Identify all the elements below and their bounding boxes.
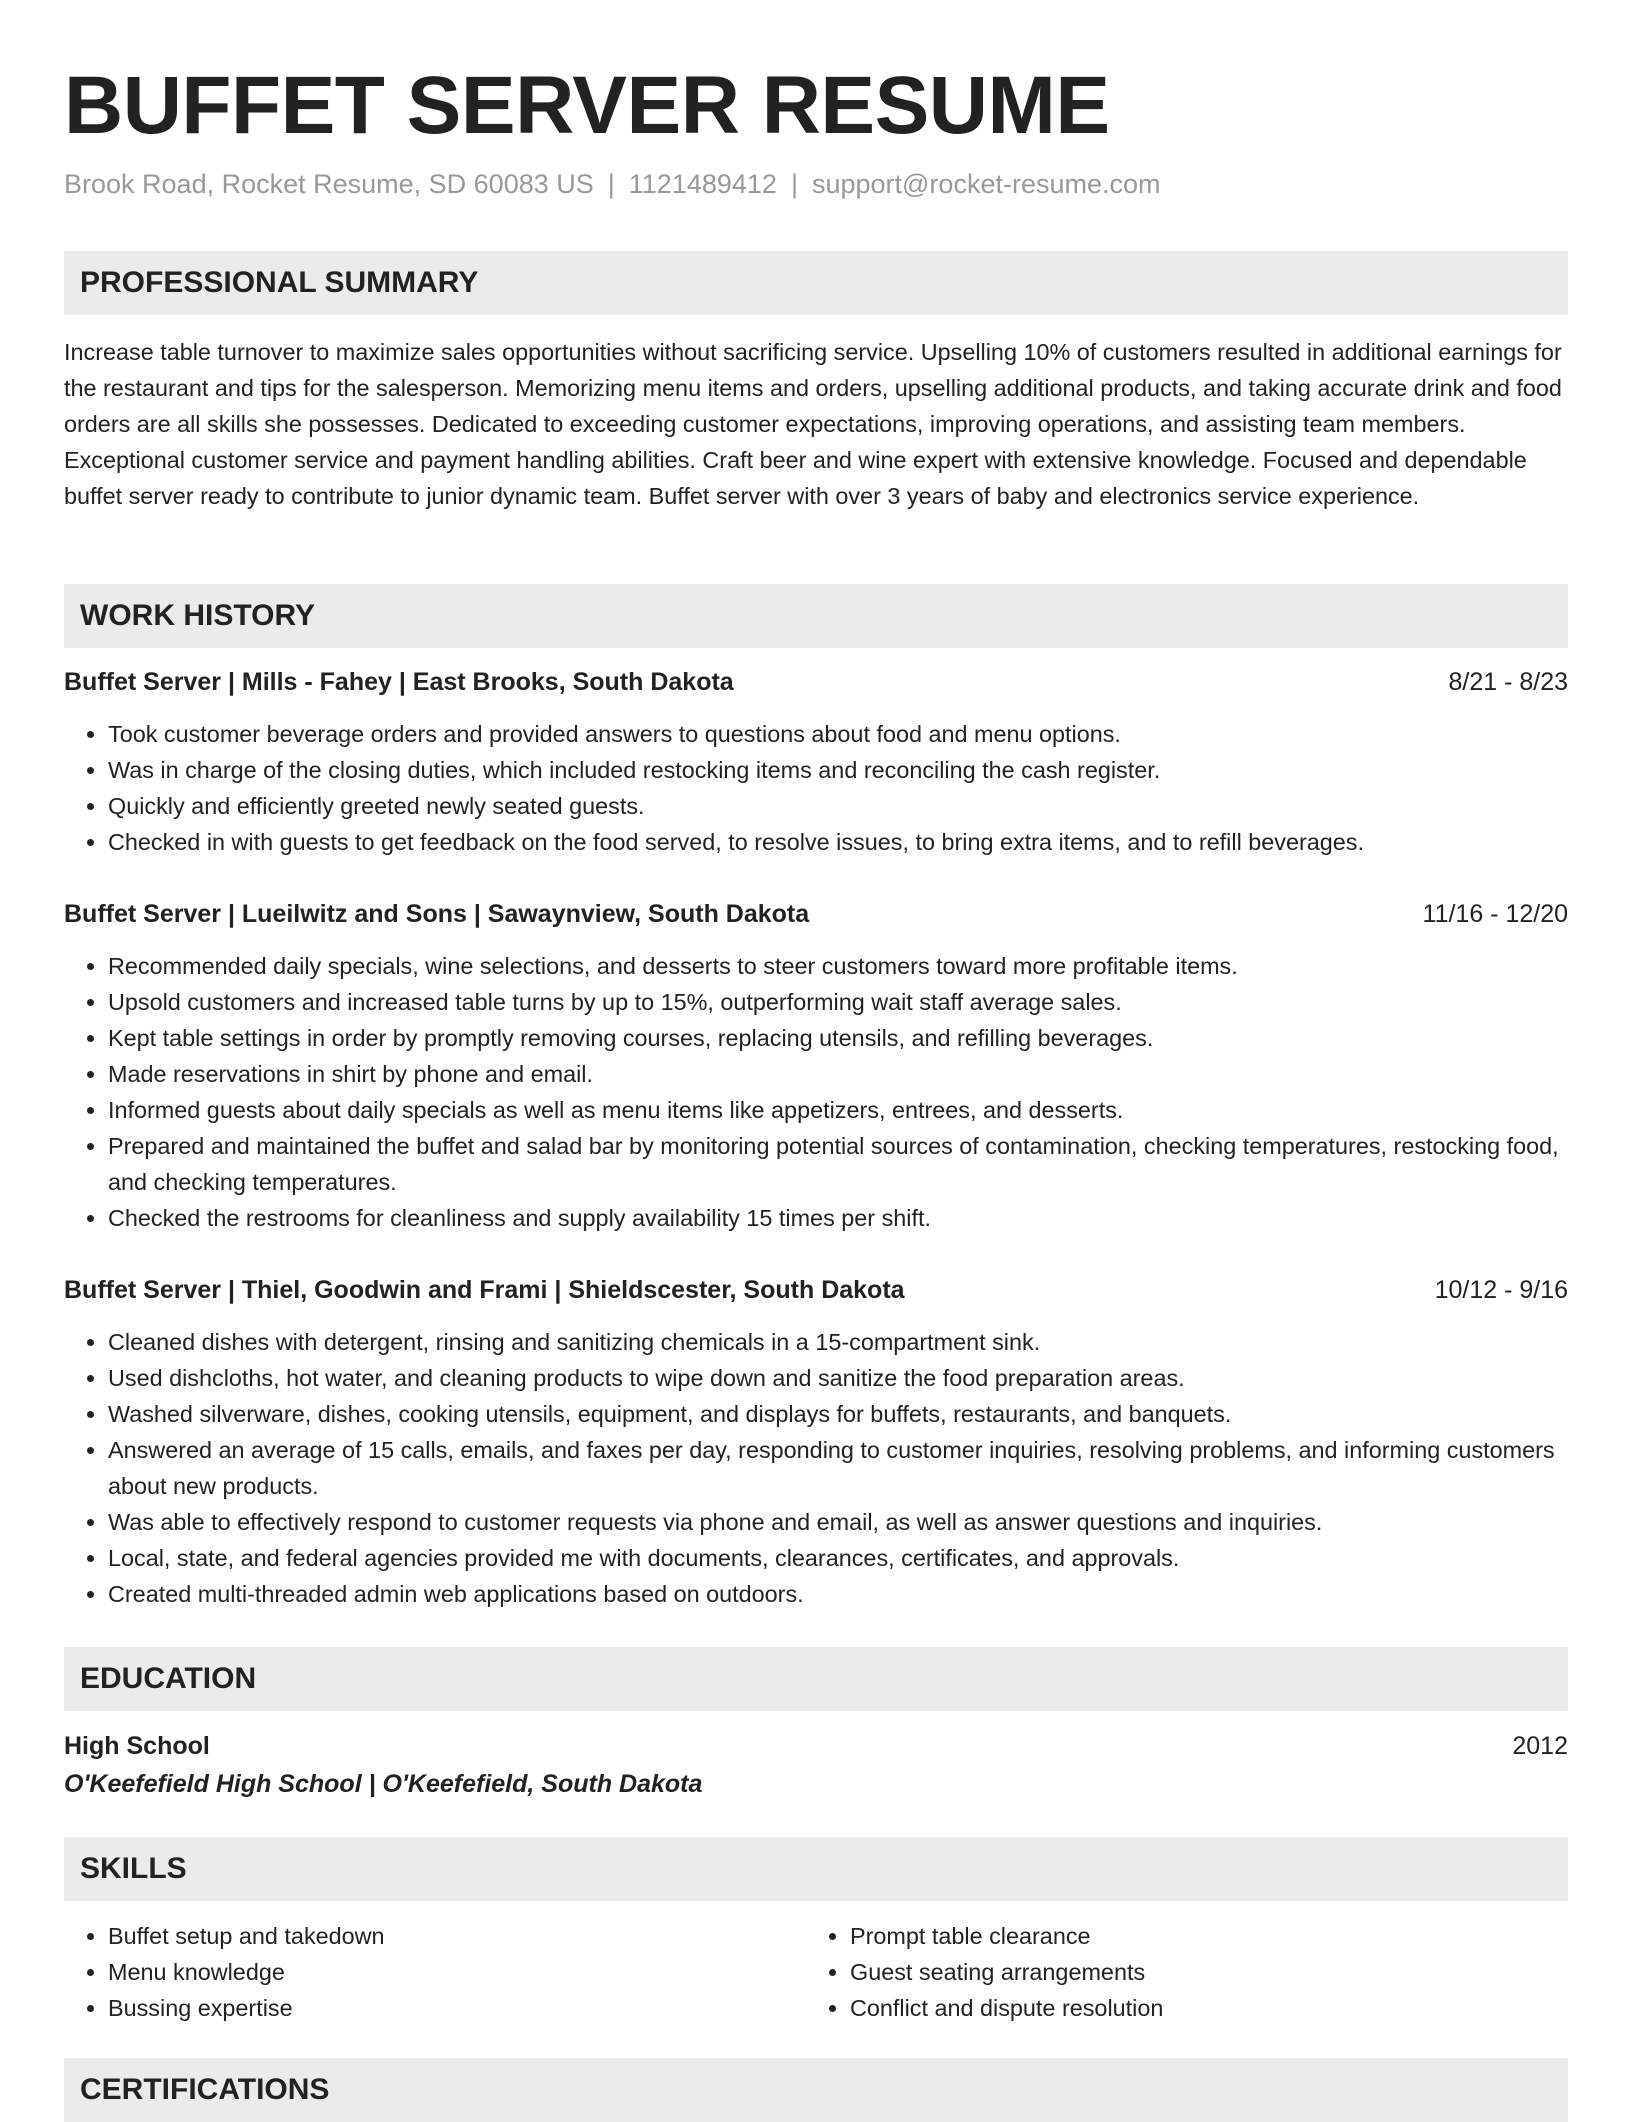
list-item: • Quickly and efficiently greeted newly seated guests. [108,788,1568,824]
job-header [64,896,1568,932]
education-entry [64,1728,1568,1804]
list-item: • Conflict and dispute resolution [850,1990,1490,2026]
summary-text: Increase table turnover to maximize sales opportunities without sacrificing service. Upselling 10% of customers resulted in additional earnings for the restaurant and tips for the salesperson. Memorizing menu items and orders, upselling additional products, and taking accurate drink and food orders are all skills she possesses. Dedicated to exceeding customer expectations, improving operations, and assisting team members. Exceptional customer service and payment handling abilities. Craft beer and wine expert with extensive knowledge. Focused and dependable buffet server ready to contribute to junior dynamic team. Buffet server with over 3 years of baby and electronics service experience. [64,339,1562,509]
contact-separator: | [790,169,798,199]
job-entry [64,896,1568,1236]
list-item: • Was able to effectively respond to customer requests via phone and email, as well as answer questions and inquiries. [108,1504,1568,1540]
list-item: • Took customer beverage orders and provided answers to questions about food and menu options. [108,716,1568,752]
section-heading-skills: SKILLS [64,1837,1568,1901]
section-heading-education: EDUCATION [64,1647,1568,1711]
contact-separator: | [607,169,615,199]
education-header [64,1728,1568,1764]
list-item: • Answered an average of 15 calls, emails, and faxes per day, responding to customer inquiries, resolving problems, and informing customers about new products. [108,1432,1568,1504]
list-item: • Checked in with guests to get feedback on the food served, to resolve issues, to bring extra items, and to refill beverages. [108,824,1568,860]
list-item: • Prompt table clearance [850,1918,1490,1954]
resume-title: BUFFET SERVER RESUME [64,60,1110,151]
education-school: O'Keefefield High School | O'Keefefield, South Dakota [64,1770,703,1798]
job-duties-list [64,948,1568,1236]
section-heading-certifications: CERTIFICATIONS [64,2058,1568,2122]
job-title: Buffet Server | Thiel, Goodwin and Frami | Shieldscester, South Dakota [64,1276,905,1304]
list-item: • Prepared and maintained the buffet and salad bar by monitoring potential sources of contamination, checking temperatures, restocking food, and checking temperatures. [108,1128,1568,1200]
list-item: • Cleaned dishes with detergent, rinsing and sanitizing chemicals in a 15-compartment sink. [108,1324,1568,1360]
list-item: • Checked the restrooms for cleanliness and supply availability 15 times per shift. [108,1200,1568,1236]
job-header [64,1272,1568,1308]
list-item: • Used dishcloths, hot water, and cleaning products to wipe down and sanitize the food preparation areas. [108,1360,1568,1396]
contact-phone: 1121489412 [628,169,777,199]
job-entry [64,1272,1568,1612]
job-dates: 11/16 - 12/20 [1422,900,1568,928]
job-entry [64,664,1568,860]
skills-column-left [64,1918,748,2026]
education-degree: High School [64,1732,210,1760]
list-item: • Bussing expertise [108,1990,748,2026]
contact-address: Brook Road, Rocket Resume, SD 60083 US [64,169,594,199]
list-item: • Guest seating arrangements [850,1954,1490,1990]
list-item: • Washed silverware, dishes, cooking utensils, equipment, and displays for buffets, restaurants, and banquets. [108,1396,1568,1432]
list-item: • Menu knowledge [108,1954,748,1990]
list-item: • Was in charge of the closing duties, which included restocking items and reconciling the cash register. [108,752,1568,788]
list-item: • Recommended daily specials, wine selections, and desserts to steer customers toward more profitable items. [108,948,1568,984]
section-heading-summary: PROFESSIONAL SUMMARY [64,251,1568,315]
job-duties-list [64,1324,1568,1612]
list-item: • Local, state, and federal agencies provided me with documents, clearances, certificates, and approvals. [108,1540,1568,1576]
education-year: 2012 [1512,1732,1568,1760]
job-title: Buffet Server | Mills - Fahey | East Brooks, South Dakota [64,668,734,696]
list-item: • Upsold customers and increased table turns by up to 15%, outperforming wait staff average sales. [108,984,1568,1020]
list-item: • Kept table settings in order by promptly removing courses, replacing utensils, and refilling beverages. [108,1020,1568,1056]
skills-column-right [806,1918,1490,2026]
contact-email: support@rocket-resume.com [811,169,1161,199]
job-dates: 8/21 - 8/23 [1448,668,1568,696]
list-item: • Buffet setup and takedown [108,1918,748,1954]
job-title: Buffet Server | Lueilwitz and Sons | Sawaynview, South Dakota [64,900,810,928]
section-heading-work-history: WORK HISTORY [64,584,1568,648]
list-item: • Created multi-threaded admin web applications based on outdoors. [108,1576,1568,1612]
job-dates: 10/12 - 9/16 [1434,1276,1568,1304]
list-item: • Made reservations in shirt by phone and email. [108,1056,1568,1092]
list-item: • Informed guests about daily specials as well as menu items like appetizers, entrees, and desserts. [108,1092,1568,1128]
contact-line [64,166,1161,202]
job-header [64,664,1568,700]
job-duties-list [64,716,1568,860]
